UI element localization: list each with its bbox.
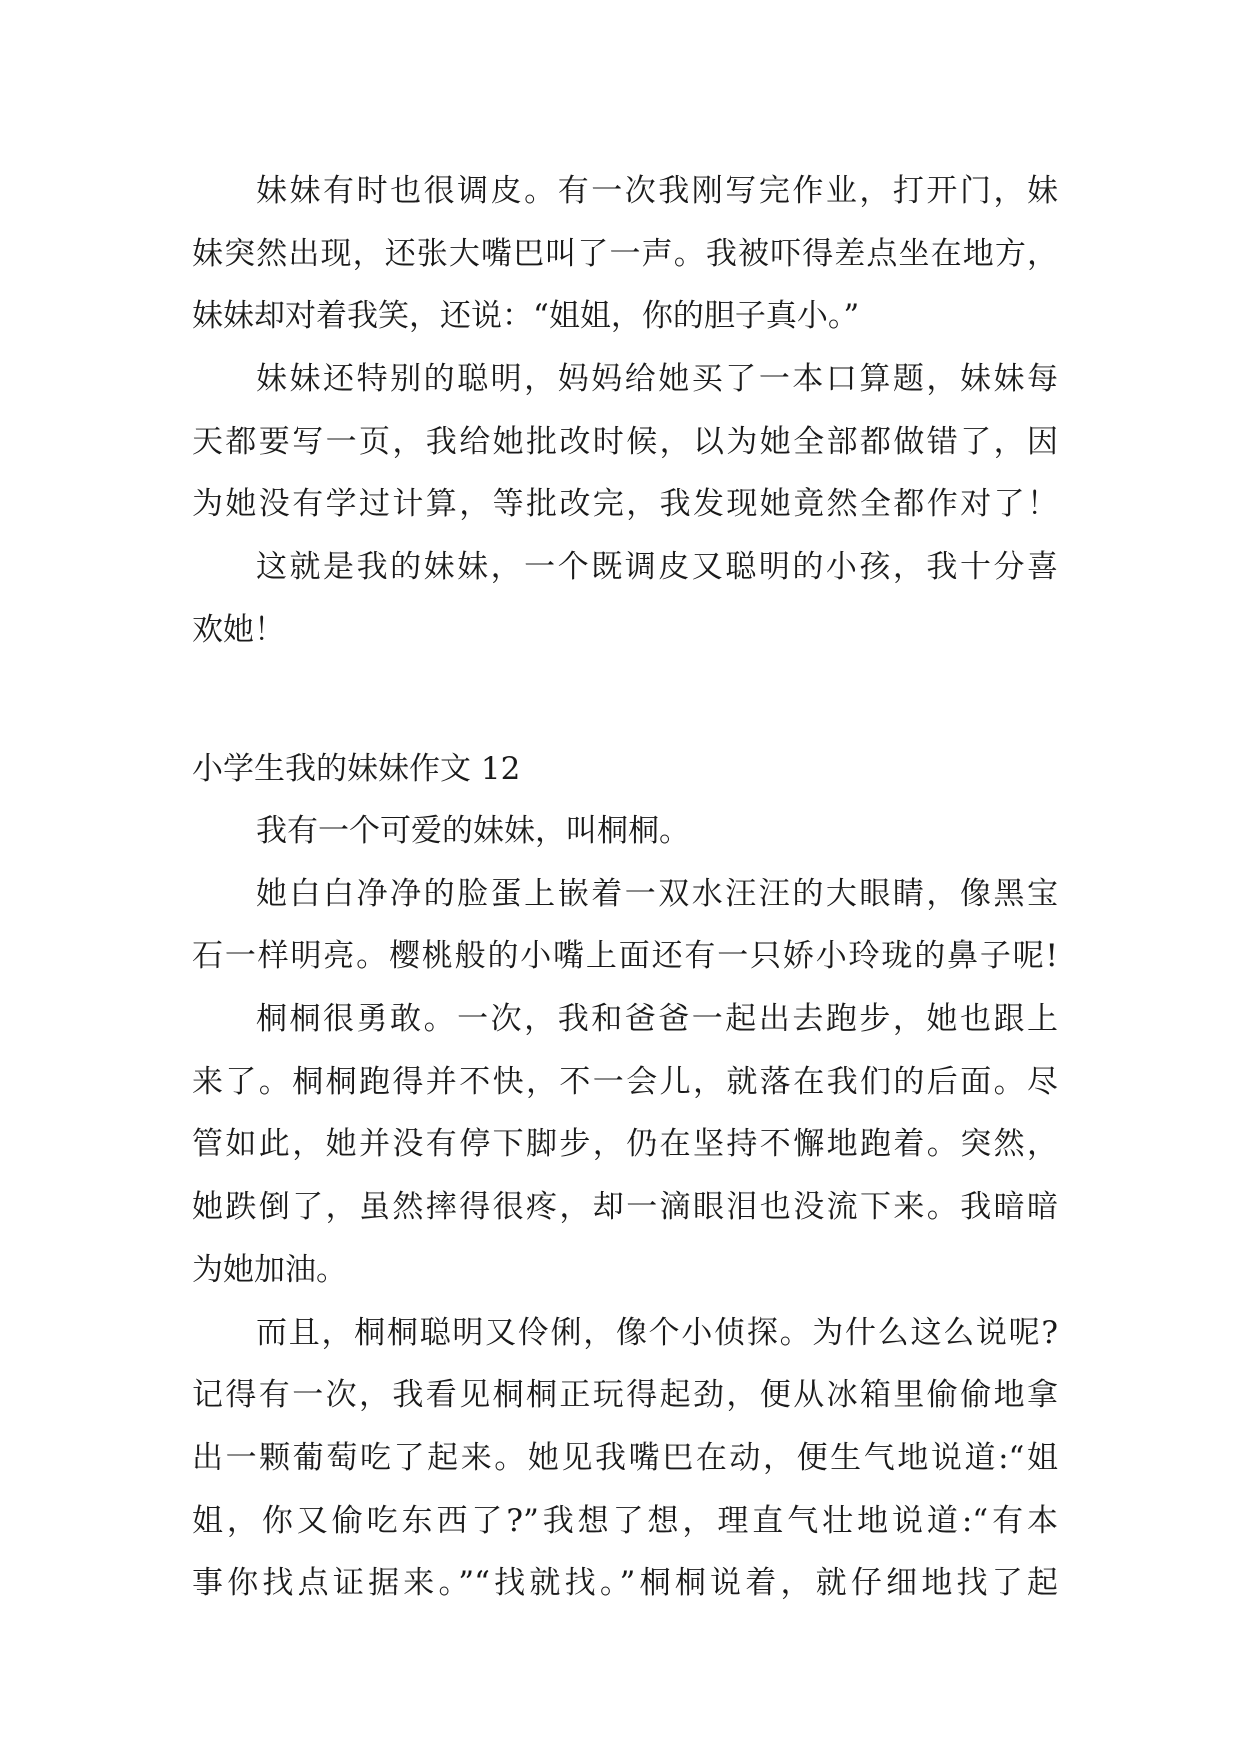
section-title: 小学生我的妹妹作文 12 [192, 751, 521, 787]
text-line: 而且，桐桐聪明又伶俐，像个小侦探。为什么这么说呢? [256, 1314, 1058, 1351]
text-line: 管如此，她并没有停下脚步，仍在坚持不懈地跑着。突然， [192, 1126, 1058, 1163]
text-line: 石一样明亮。樱桃般的小嘴上面还有一只娇小玲珑的鼻子呢! [192, 938, 1058, 975]
text-line: 妹妹有时也很调皮。有一次我刚写完作业，打开门，妹 [256, 173, 1058, 209]
text-line: 为她加油。 [192, 1251, 347, 1288]
text-line: 出一颗葡萄吃了起来。她见我嘴巴在动，便生气地说道:“姐 [192, 1439, 1058, 1476]
text-line: 她跌倒了，虽然摔得很疼，却一滴眼泪也没流下来。我暗暗 [192, 1189, 1058, 1226]
text-line: 记得有一次，我看见桐桐正玩得起劲，便从冰箱里偷偷地拿 [192, 1377, 1058, 1414]
text-line: 妹妹还特别的聪明，妈妈给她买了一本口算题，妹妹每 [256, 361, 1058, 398]
text-line: 事你找点证据来。”“找就找。”桐桐说着，就仔细地找了起 [192, 1565, 1058, 1602]
section-body [192, 800, 1058, 1615]
text-line: 这就是我的妹妹，一个既调皮又聪明的小孩，我十分喜 [256, 549, 1058, 586]
text-line: 桐桐很勇敢。一次，我和爸爸一起出去跑步，她也跟上 [256, 1001, 1058, 1038]
text-line: 来了。桐桐跑得并不快，不一会儿，就落在我们的后面。尽 [192, 1063, 1058, 1100]
text-line: 她白白净净的脸蛋上嵌着一双水汪汪的大眼睛，像黑宝 [256, 875, 1058, 912]
article-end-text [192, 160, 1058, 662]
text-line: 我有一个可爱的妹妹，叫桐桐。 [256, 813, 690, 849]
text-line: 欢她！ [192, 611, 285, 648]
text-line: 为她没有学过计算，等批改完，我发现她竟然全都作对了！ [192, 486, 1058, 523]
text-line: 妹突然出现，还张大嘴巴叫了一声。我被吓得差点坐在地方， [192, 235, 1058, 272]
text-line: 妹妹却对着我笑，还说：“姐姐，你的胆子真小。” [192, 298, 860, 335]
text-line: 姐，你又偷吃东西了?”我想了想，理直气壮地说道:“有本 [192, 1502, 1058, 1539]
text-line: 天都要写一页，我给她批改时候，以为她全部都做错了，因 [192, 423, 1058, 460]
